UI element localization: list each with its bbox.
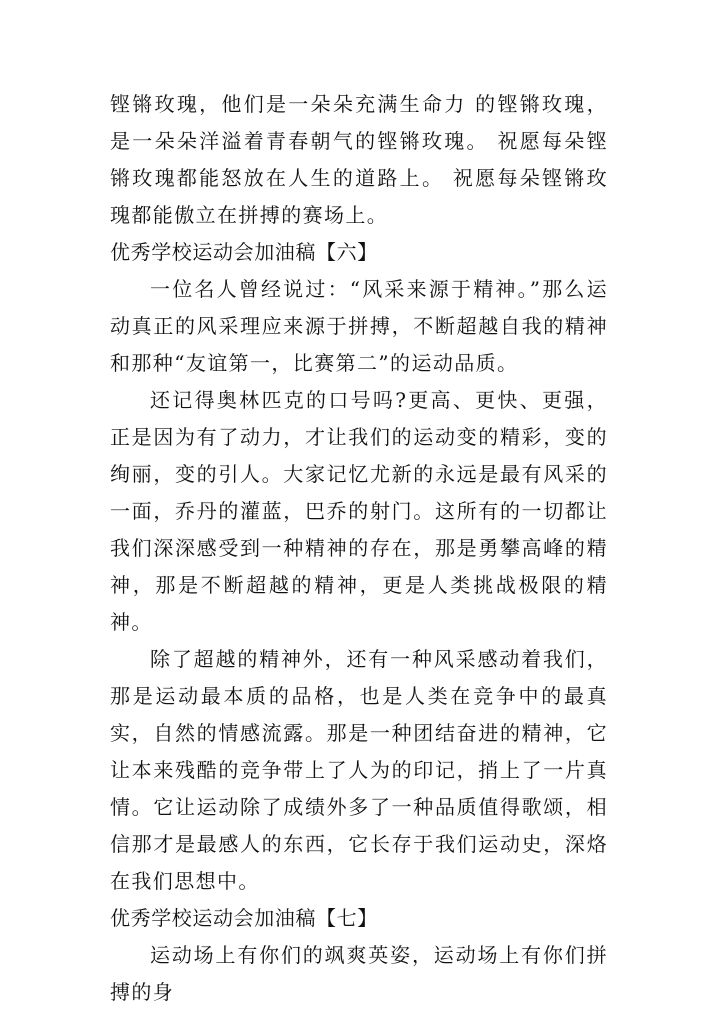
paragraph-roses: 铿锵玫瑰，他们是一朵朵充满生命力 的铿锵玫瑰，是一朵朵洋溢着青春朝气的铿锵玫瑰。 祝愿每朵铿锵玫瑰都能怒放在人生的道路上。 祝愿每朵铿锵玫瑰都能傲立在拼搏的赛场上。 bbox=[110, 92, 608, 227]
paragraph-sports-field: 运动场上有你们的飒爽英姿，运动场上有你们拼搏的身 bbox=[110, 943, 608, 1004]
section-heading-seven: 优秀学校运动会加油稿【七】 bbox=[110, 906, 378, 930]
paragraph-spirit-quote: 一位名人曾经说过：“风采来源于精神。”那么运动真正的风采理应来源于拼搏，不断超越自我的精神和那种“友谊第一，比赛第二”的运动品质。 bbox=[110, 277, 608, 375]
paragraph-unity: 除了超越的精神外，还有一种风采感动着我们，那是运动最本质的品格，也是人类在竞争中的最真实，自然的情感流露。那是一种团结奋进的精神，它让本来残酷的竞争带上了人为的印记，捎上了一片真情。它让运动除了成绩外多了一种品质值得歌颂，相信那才是最感人的东西，它长存于我们运动史，深烙在我们思想中。 bbox=[110, 647, 608, 893]
document-body bbox=[110, 86, 608, 1011]
section-heading-six: 优秀学校运动会加油稿【六】 bbox=[110, 240, 378, 264]
paragraph-olympic-motto: 还记得奥林匹克的口号吗?更高、更快、更强，正是因为有了动力，才让我们的运动变的精彩，变的绚丽，变的引人。大家记忆尤新的永远是最有风采的一面，乔丹的灌蓝，巴乔的射门。这所有的一切都让我们深深感受到一种精神的存在，那是勇攀高峰的精神，那是不断超越的精神，更是人类挑战极限的精神。 bbox=[110, 388, 608, 634]
